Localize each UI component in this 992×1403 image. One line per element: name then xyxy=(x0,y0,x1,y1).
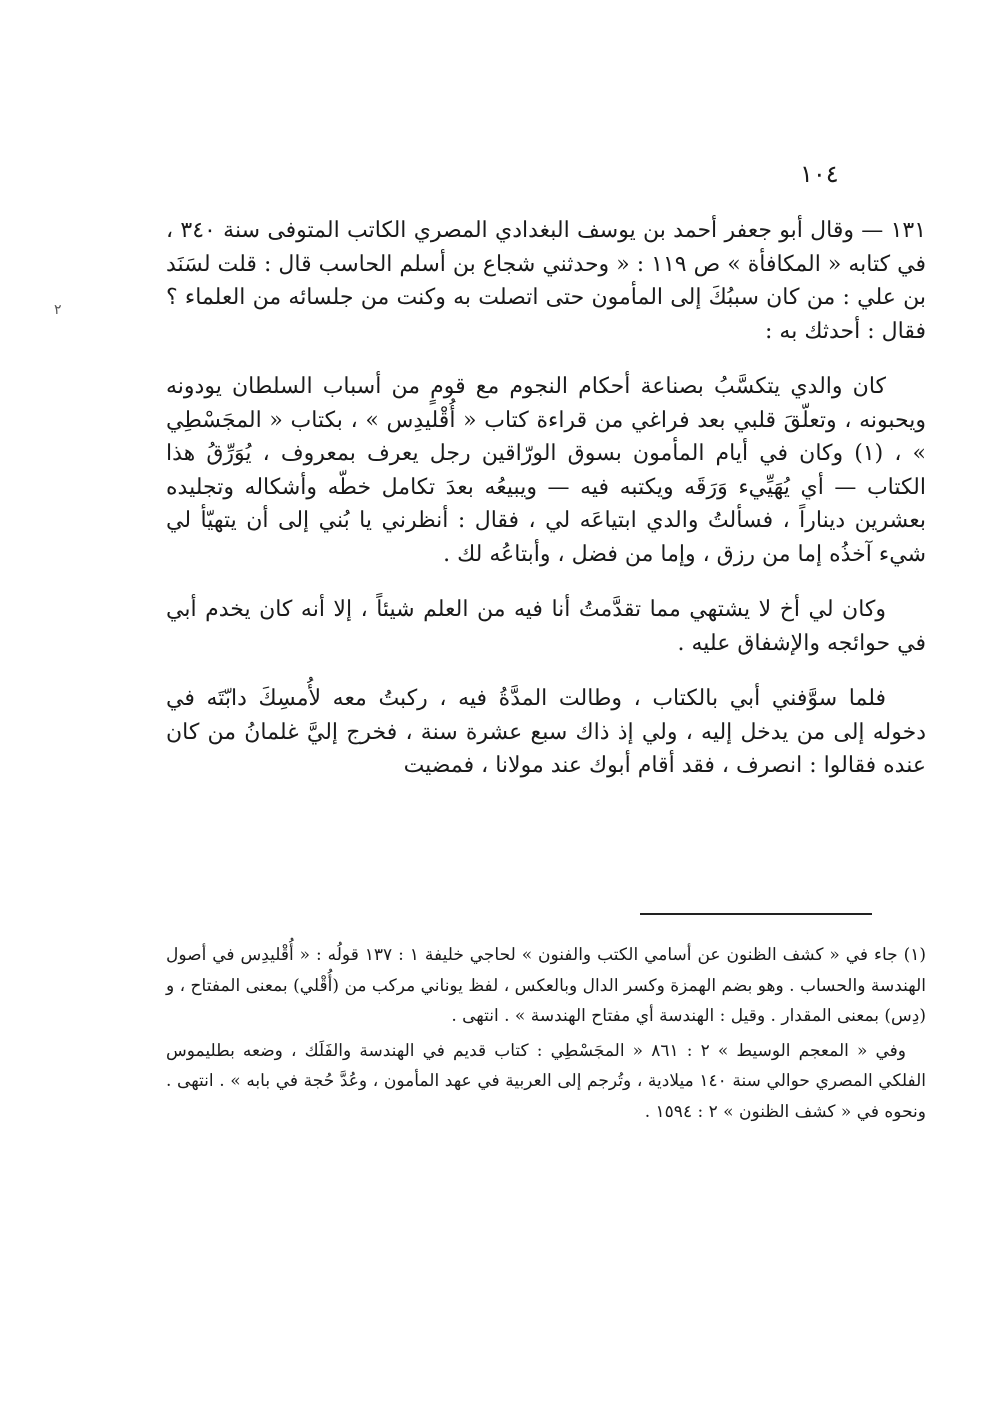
main-text xyxy=(166,214,926,805)
footnotes xyxy=(166,940,926,1131)
footnote-1: (١) جاء في « كشف الظنون عن أسامي الكتب والفنون » لحاجي خليفة ١ : ١٣٧ قولُه : « أُقْليدِس في أصول الهندسة والحساب . وهو بضم الهمزة وكسر الدال وبالعكس ، لفظ يوناني مركب من (أُقْلي) بمعنى المفتاح ، و (دِس) بمعنى المقدار . وقيل : الهندسة أي مفتاح الهندسة » . انتهى . xyxy=(166,945,927,1026)
paragraph-entry-131: ١٣١ — وقال أبو جعفر أحمد بن يوسف البغدادي المصري الكاتب المتوفى سنة ٣٤٠ ، في كتابه « المكافأة » ص ١١٩ : « وحدثني شجاع بن أسلم الحاسب قال : قلت لسَنَد بن علي : من كان سببُكَ إلى المأمون حتى اتصلت به وكنت من جلسائه من العلماء ؟ فقال : أحدثك به : xyxy=(166,218,927,344)
footnote-1-continued: وفي « المعجم الوسيط » ٢ : ٨٦١ « المجَسْطِي : كتاب قديم في الهندسة والفَلَك ، وضعه بطليموس الفلكي المصري حوالي سنة ١٤٠ ميلادية ، وتُرجم إلى العربية في عهد المأمون ، وعُدَّ حُجة في بابه » . انتهى . ونحوه في « كشف الظنون » ٢ : ١٥٩٤ . xyxy=(166,1040,926,1122)
page-number: ١٠٤ xyxy=(800,160,839,188)
paragraph-3: وكان لي أخ لا يشتهي مما تقدَّمتُ أنا فيه من العلم شيئاً ، إلا أنه كان يخدم أبي في حوائجه والإشفاق عليه . xyxy=(166,597,926,656)
paragraph-2: كان والدي يتكسَّبُ بصناعة أحكام النجوم مع قومٍ من أسباب السلطان يودونه ويحبونه ، وتعلّقَ قلبي بعد فراغي من قراءة كتاب « أُقْليدِس » ، بكتاب « المجَسْطِي » ، (١) وكان في أيام المأمون بسوق الورّاقين رجل يعرف بمعروف ، يُوَرِّقُ هذا الكتاب — أي يُهَيِّيء وَرَقَه ويكتبه فيه — ويبيعُه بعدَ تكامل خطّه وأشكاله وتجليده بعشرين ديناراً ، فسألتُ والدي ابتياعَه لي ، فقال : أنظرني يا بُني إلى أن يتهيّأ لي شيء آخذُه إما من رزق ، وإما من فضل ، وأبتاعُه لك . xyxy=(166,374,926,567)
footnote-separator xyxy=(640,913,872,915)
paragraph-4: فلما سوَّفني أبي بالكتاب ، وطالت المدَّةُ فيه ، ركبتُ معه لأُمسِكَ دابّتَه في دخوله إلى من يدخل إليه ، ولي إذ ذاك سبع عشرة سنة ، فخرج إليَّ غلمانُ من كان عنده فقالوا : انصرف ، فقد أقام أبوك عند مولانا ، فمضيت xyxy=(166,686,926,778)
margin-mark: ٢ xyxy=(54,302,62,318)
